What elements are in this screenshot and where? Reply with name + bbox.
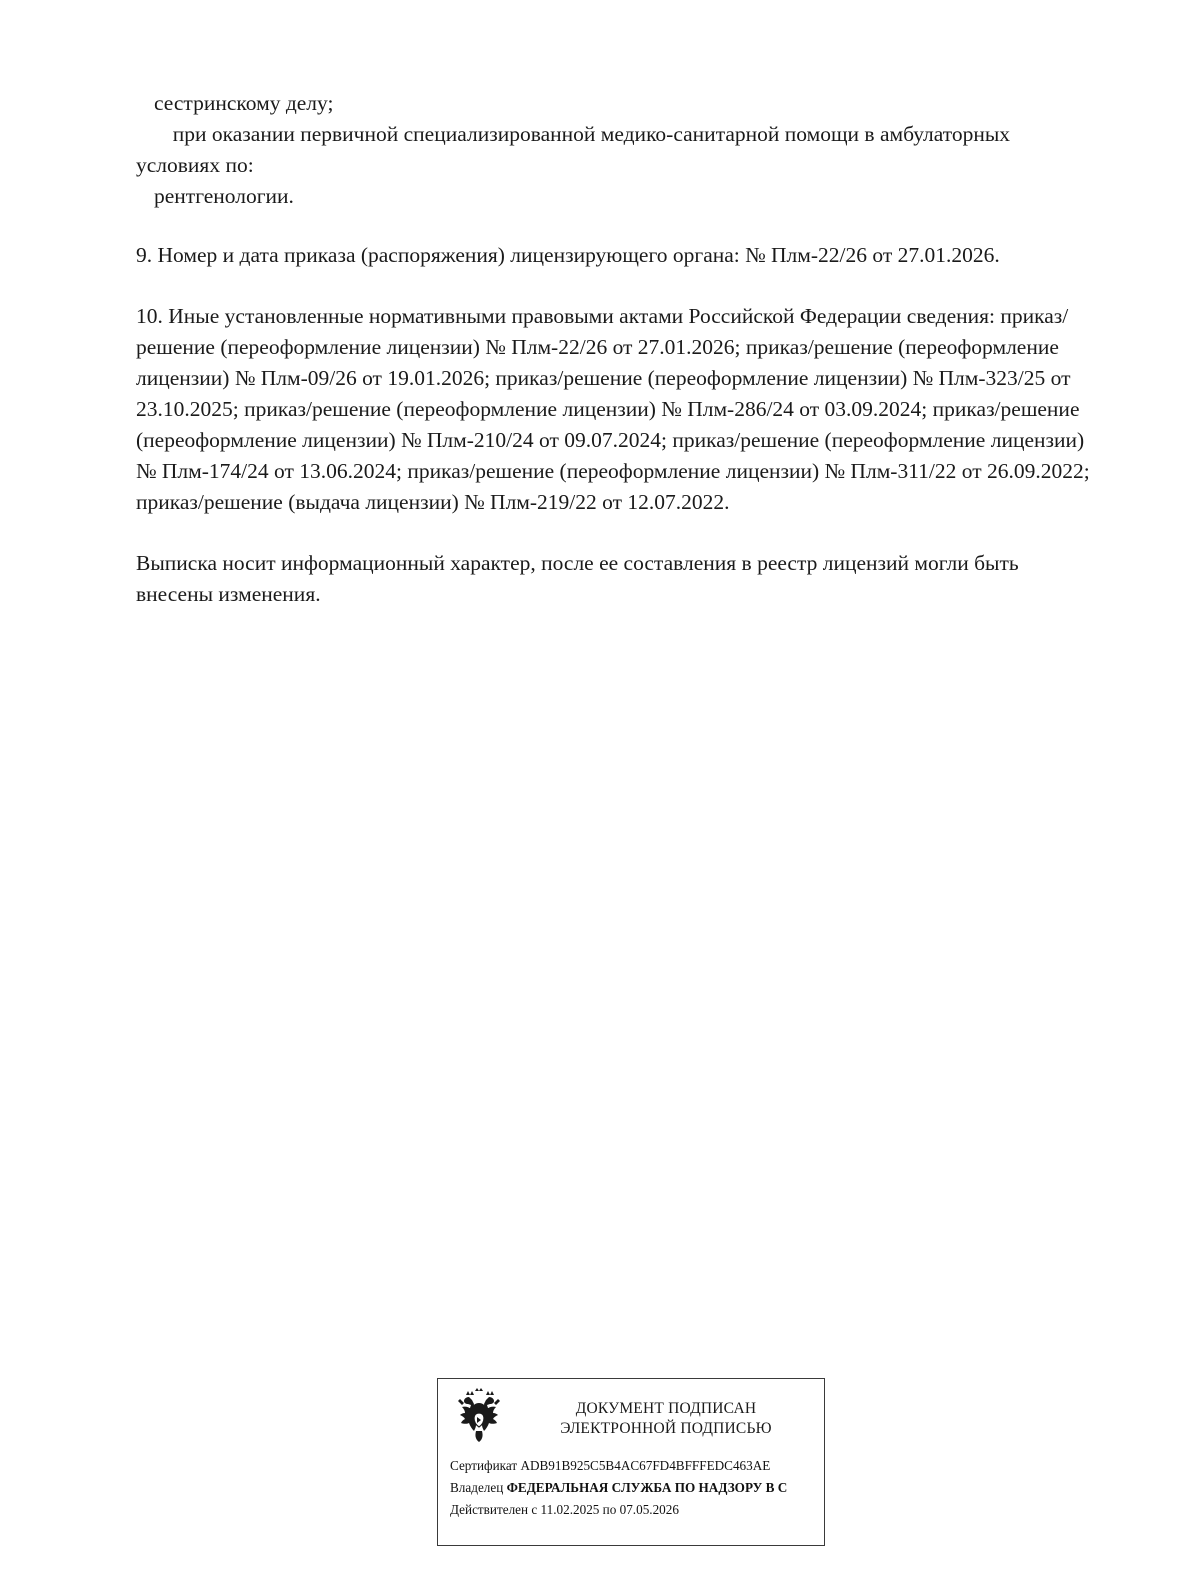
- double-headed-eagle-emblem-icon: [448, 1387, 510, 1451]
- spacer: [136, 518, 1096, 548]
- document-body: [136, 88, 1096, 610]
- paragraph-item-9: 9. Номер и дата приказа (распоряжения) лицензирующего органа: № Плм-22/26 от 27.01.2026.: [136, 243, 1000, 267]
- paragraph-disclaimer: Выписка носит информационный характер, после ее составления в реестр лицензий могли быть внесены изменения.: [136, 551, 1025, 606]
- stamp-details: [438, 1453, 824, 1521]
- stamp-title-line-2: ЭЛЕКТРОННОЙ ПОДПИСЬЮ: [560, 1420, 772, 1437]
- stamp-title-line-1: ДОКУМЕНТ ПОДПИСАН: [575, 1400, 757, 1417]
- paragraph-primary-care: при оказании первичной специализированной медико-санитарной помощи в амбулаторных условиях по:: [136, 122, 1016, 177]
- stamp-certificate-value: ADB91B925C5B4AC67FD4BFFFEDC463AE: [520, 1458, 771, 1473]
- paragraph-nursing: сестринскому делу;: [154, 91, 334, 115]
- stamp-certificate-line: [450, 1455, 824, 1477]
- spacer: [136, 212, 1096, 240]
- paragraph-radiology: рентгенологии.: [154, 184, 294, 208]
- spacer: [136, 271, 1096, 301]
- electronic-signature-stamp: [437, 1378, 825, 1546]
- stamp-title: [516, 1399, 816, 1439]
- stamp-owner-line: [450, 1477, 824, 1499]
- stamp-owner-value: ФЕДЕРАЛЬНАЯ СЛУЖБА ПО НАДЗОРУ В С: [506, 1480, 788, 1495]
- stamp-validity-line: Действителен с 11.02.2025 по 07.05.2026: [450, 1502, 679, 1517]
- stamp-certificate-label: Сертификат: [450, 1458, 518, 1473]
- stamp-owner-label: Владелец: [450, 1480, 504, 1495]
- stamp-header: [438, 1379, 824, 1453]
- paragraph-item-10: 10. Иные установленные нормативными правовыми актами Российской Федерации сведения: приказ/решение (переоформление лицензии) № Плм-22/26 от 27.01.2026; приказ/решение (переоформление лицензии) № Плм-09/26 от 19.01.2026; приказ/решение (переоформление лицензии) № Плм-323/25 от 23.10.2025; приказ/решение (переоформление лицензии) № Плм-286/24 от 03.09.2024; приказ/решение (переоформление лицензии) № Плм-210/24 от 09.07.2024; приказ/решение (переоформление лицензии) № Плм-174/24 от 13.06.2024; приказ/решение (переоформление лицензии) № Плм-311/22 от 26.09.2022; приказ/решение (выдача лицензии) № Плм-219/22 от 12.07.2022.: [136, 304, 1096, 514]
